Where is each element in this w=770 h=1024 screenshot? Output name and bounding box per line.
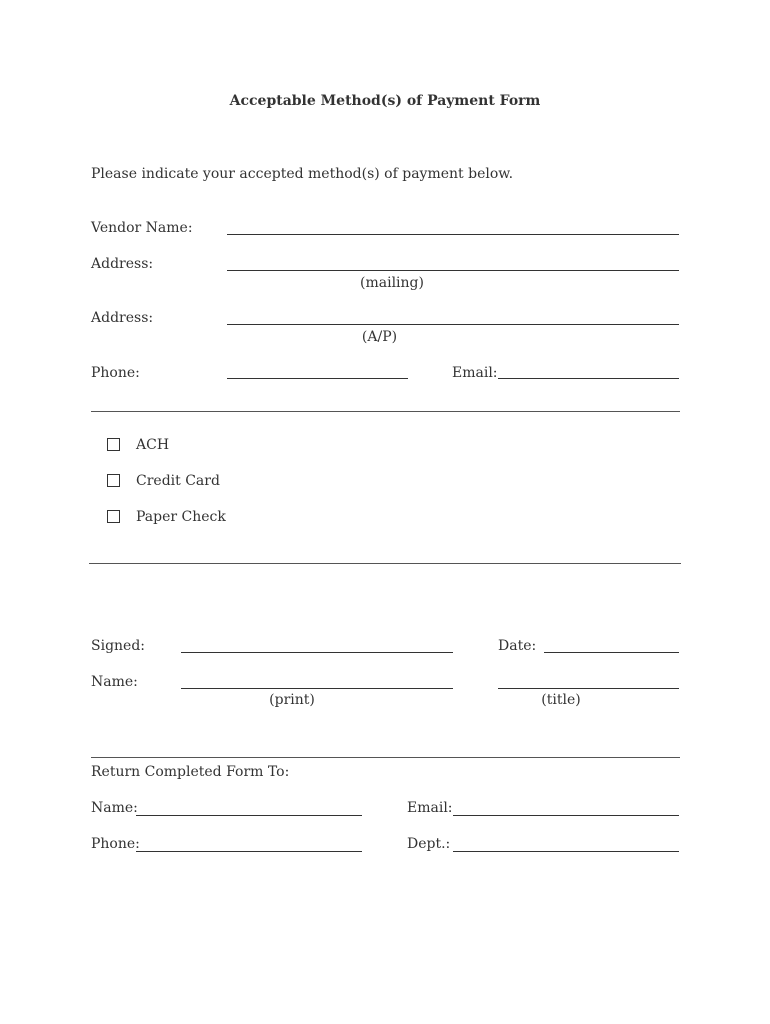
date-label: Date: xyxy=(498,638,537,654)
section-divider xyxy=(89,563,681,564)
section-divider xyxy=(91,411,680,412)
vendor-email-label: Email: xyxy=(452,365,498,381)
address-mailing-field[interactable] xyxy=(227,270,679,271)
return-email-label: Email: xyxy=(407,800,453,816)
paper-check-checkbox[interactable] xyxy=(107,510,120,523)
vendor-phone-label: Phone: xyxy=(91,365,140,381)
vendor-email-field[interactable] xyxy=(498,378,679,379)
signature-field[interactable] xyxy=(181,652,453,653)
title-caption: (title) xyxy=(541,692,581,708)
signer-name-field[interactable] xyxy=(181,688,453,689)
ach-label: ACH xyxy=(136,437,170,453)
paper-check-label: Paper Check xyxy=(136,509,226,525)
address-mailing-label: Address: xyxy=(91,256,154,272)
return-phone-field[interactable] xyxy=(136,851,362,852)
vendor-name-label: Vendor Name: xyxy=(91,220,193,236)
vendor-name-field[interactable] xyxy=(227,234,679,235)
credit-card-checkbox[interactable] xyxy=(107,474,120,487)
return-phone-label: Phone: xyxy=(91,836,140,852)
address-ap-label: Address: xyxy=(91,310,154,326)
return-heading: Return Completed Form To: xyxy=(91,764,290,780)
return-dept-field[interactable] xyxy=(453,851,679,852)
return-name-label: Name: xyxy=(91,800,138,816)
instruction-text: Please indicate your accepted method(s) of payment below. xyxy=(91,166,514,182)
credit-card-label: Credit Card xyxy=(136,473,220,489)
address-ap-field[interactable] xyxy=(227,324,679,325)
address-ap-caption: (A/P) xyxy=(361,329,398,345)
date-field[interactable] xyxy=(544,652,679,653)
signer-name-label: Name: xyxy=(91,674,138,690)
section-divider xyxy=(91,757,680,758)
address-mailing-caption: (mailing) xyxy=(360,275,424,291)
ach-checkbox[interactable] xyxy=(107,438,120,451)
return-email-field[interactable] xyxy=(453,815,679,816)
signer-title-field[interactable] xyxy=(498,688,679,689)
print-caption: (print) xyxy=(269,692,315,708)
form-title: Acceptable Method(s) of Payment Form xyxy=(229,93,541,109)
return-name-field[interactable] xyxy=(136,815,362,816)
vendor-phone-field[interactable] xyxy=(227,378,408,379)
signed-label: Signed: xyxy=(91,638,146,654)
return-dept-label: Dept.: xyxy=(407,836,451,852)
